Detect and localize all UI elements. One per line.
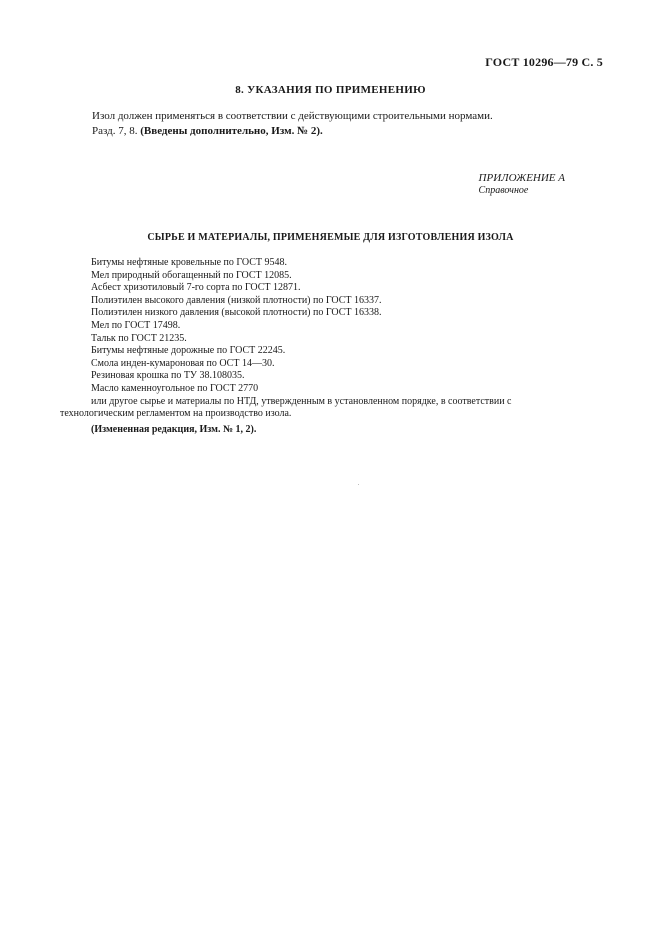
section-8-title: 8. УКАЗАНИЯ ПО ПРИМЕНЕНИЮ — [235, 84, 426, 96]
list-item: Полиэтилен высокого давления (низкой плотности) по ГОСТ 16337. — [91, 294, 382, 306]
list-item: Масло каменноугольное по ГОСТ 2770 — [91, 382, 259, 394]
appendix-label: ПРИЛОЖЕНИЕ А — [478, 172, 565, 184]
list-item: Мел природный обогащенный по ГОСТ 12085. — [91, 269, 292, 281]
list-item: Битумы нефтяные дорожные по ГОСТ 22245. — [91, 345, 286, 357]
list-item: Резиновая крошка по ТУ 38.108035. — [91, 370, 245, 382]
section-8-amendment-note — [92, 124, 612, 139]
amendment-bold: (Введены дополнительно, Изм. № 2). — [140, 125, 323, 137]
list-item: Смола инден-кумароновая по ОСТ 14—30. — [91, 357, 275, 369]
other-materials-continuation: технологическим регламентом на производство изола. — [60, 408, 292, 420]
appendix-type: Справочное — [478, 185, 529, 196]
edition-note: (Измененная редакция, Изм. № 1, 2). — [91, 423, 257, 435]
appendix-heading-block — [479, 172, 565, 197]
amendment-prefix: Разд. 7, 8. — [92, 125, 141, 137]
list-item: Мел по ГОСТ 17498. — [91, 319, 181, 331]
appendix-title: СЫРЬЕ И МАТЕРИАЛЫ, ПРИМЕНЯЕМЫЕ ДЛЯ ИЗГОТОВЛЕНИЯ ИЗОЛА — [147, 232, 514, 243]
list-item: Асбест хризотиловый 7-го сорта по ГОСТ 12871. — [91, 282, 301, 294]
scan-speck — [358, 484, 359, 485]
section-8-paragraph: Изол должен применяться в соответствии с действующими строительными нормами. — [92, 110, 493, 122]
list-item: Тальк по ГОСТ 21235. — [91, 332, 187, 344]
materials-list — [60, 257, 601, 436]
page-header-doc-ref: ГОСТ 10296—79 С. 5 — [485, 55, 603, 69]
list-item: Полиэтилен низкого давления (высокой плотности) по ГОСТ 16338. — [91, 307, 382, 319]
other-materials-line: или другое сырье и материалы по НТД, утвержденным в установленном порядке, в соответствии с — [91, 395, 512, 407]
list-item: Битумы нефтяные кровельные по ГОСТ 9548. — [91, 257, 288, 268]
section-8-body — [92, 109, 612, 139]
